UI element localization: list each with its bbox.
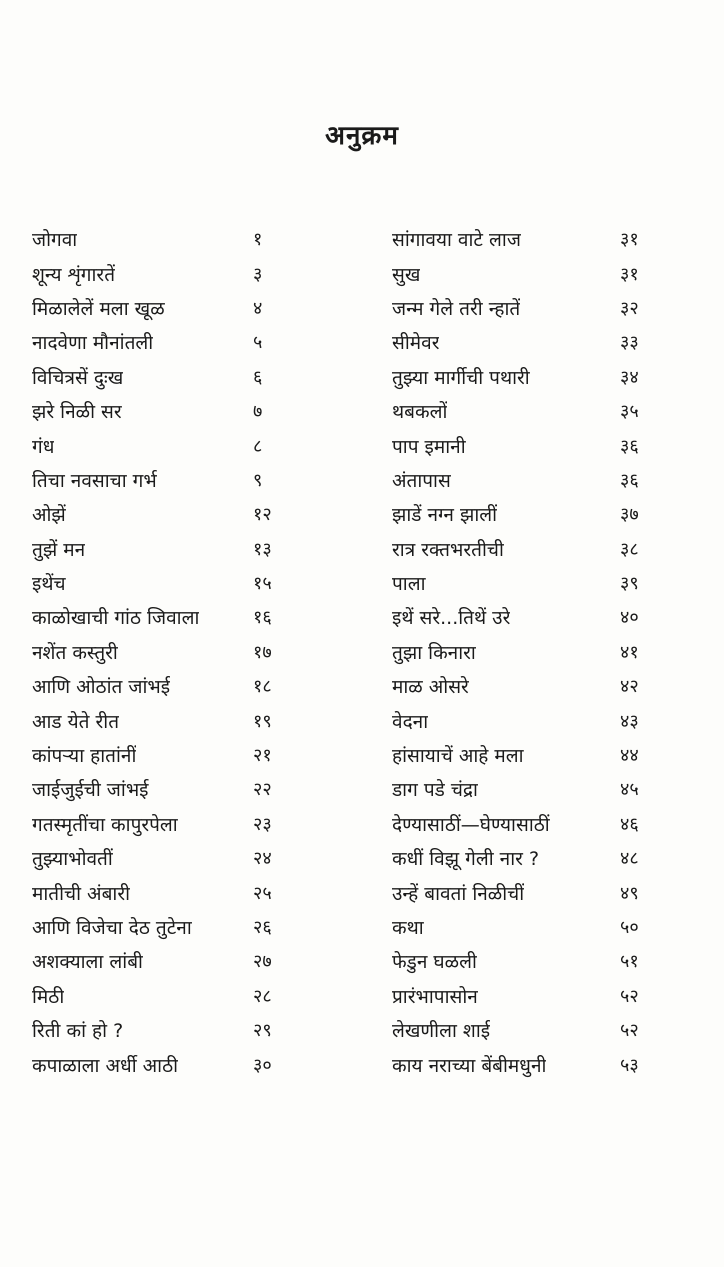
toc-entry xyxy=(392,979,654,1013)
toc-entry-page: ५० xyxy=(620,917,639,938)
toc-entry-title: आणि ओठांत जांभई xyxy=(32,676,171,699)
toc-entry-title: पाप इमानी xyxy=(392,435,466,458)
toc-entry-page: ४३ xyxy=(620,710,639,732)
toc-entry-title: गंध xyxy=(32,435,55,458)
toc-entry-page: २७ xyxy=(253,951,272,973)
toc-entry-page: ४६ xyxy=(620,813,639,835)
toc-entry-page: १ xyxy=(253,229,263,251)
toc-entry xyxy=(392,256,654,290)
toc-entry-title: अशक्याला लांबी xyxy=(32,951,143,974)
toc-entry-page: ८ xyxy=(253,435,263,457)
toc-entry-page: ४९ xyxy=(620,882,639,904)
toc-entry-title: तुझ्या मार्गीची पथारी xyxy=(392,366,530,389)
toc-entry-page: ४८ xyxy=(620,848,639,870)
toc-entry xyxy=(392,875,654,909)
toc-entry-page: ३० xyxy=(253,1054,272,1076)
toc-entry xyxy=(32,325,287,359)
toc-entry-title: जन्म गेले तरी न्हातें xyxy=(392,297,521,320)
toc-entry-title: माळ ओसरे xyxy=(392,676,469,699)
toc-entry-page: ५२ xyxy=(620,985,639,1007)
toc-entry xyxy=(392,910,654,944)
toc-entry xyxy=(32,635,287,669)
toc-entry-page: ३१ xyxy=(620,263,639,285)
toc-entry-page: ३ xyxy=(253,263,263,285)
toc-entry-page: ३९ xyxy=(620,573,639,595)
toc-entry-page: १६ xyxy=(253,607,272,629)
toc-entry-page: ३८ xyxy=(620,538,639,560)
toc-entry-page: ४१ xyxy=(620,641,639,663)
toc-entry xyxy=(32,532,287,566)
toc-entry xyxy=(32,600,287,634)
toc-entry-page: १७ xyxy=(253,641,272,663)
toc-entry xyxy=(32,566,287,600)
toc-entry-page: ९ xyxy=(253,469,263,491)
toc-entry xyxy=(392,497,654,531)
toc-column-left xyxy=(32,222,287,1082)
toc-entry-page: ४२ xyxy=(620,676,639,698)
toc-entry xyxy=(32,428,287,462)
toc-entry-title: मिळालेलें मला खूळ xyxy=(32,297,165,320)
toc-entry-title: मिठी xyxy=(32,985,65,1008)
toc-entry xyxy=(392,222,654,256)
toc-entry-page: ५१ xyxy=(620,951,639,973)
toc-entry xyxy=(392,291,654,325)
toc-entry-title: आणि विजेचा देठ तुटेना xyxy=(32,917,192,939)
toc-entry-page: ४० xyxy=(620,607,639,629)
toc-entry xyxy=(392,428,654,462)
toc-entry-title: आड येते रीत xyxy=(32,710,120,733)
toc-entry xyxy=(32,807,287,841)
toc-entry-title: सुख xyxy=(392,263,421,286)
toc-entry xyxy=(392,669,654,703)
toc-entry-title: इथें सरे...तिथें उरे xyxy=(392,607,511,630)
toc-entry-page: ४ xyxy=(253,297,263,319)
toc-entry xyxy=(32,291,287,325)
toc-entry-page: ५२ xyxy=(620,1020,639,1042)
toc-entry-page: १८ xyxy=(253,676,272,698)
toc-entry xyxy=(32,463,287,497)
toc-entry-title: तुझें मन xyxy=(32,538,86,561)
toc-entry-page: ६ xyxy=(253,366,263,388)
toc-entry-page: २५ xyxy=(253,882,272,904)
toc-entry xyxy=(32,256,287,290)
toc-entry xyxy=(392,703,654,737)
toc-entry-title: वेदना xyxy=(392,710,429,733)
toc-entry xyxy=(32,979,287,1013)
toc-entry-page: २६ xyxy=(253,917,272,938)
toc-entry-title: झरे निळी सर xyxy=(32,401,122,424)
toc-entry-title: लेखणीला शाई xyxy=(392,1020,491,1043)
toc-entry xyxy=(32,738,287,772)
toc-entry-page: ३५ xyxy=(620,401,639,423)
toc-entry-page: ३३ xyxy=(620,332,639,354)
toc-entry-page: ३४ xyxy=(620,366,639,388)
toc-entry-title: कथा xyxy=(392,917,424,939)
toc-entry-page: ४५ xyxy=(620,779,639,801)
toc-entry xyxy=(392,635,654,669)
toc-entry-title: ओझें xyxy=(32,504,66,527)
toc-entry xyxy=(32,360,287,394)
toc-entry xyxy=(392,772,654,806)
toc-entry-page: २१ xyxy=(253,745,272,767)
toc-entry xyxy=(392,325,654,359)
toc-entry-title: कांपऱ्या हातांनीं xyxy=(32,745,137,768)
toc-entry xyxy=(392,566,654,600)
toc-entry-title: रात्र रक्तभरतीची xyxy=(392,538,504,561)
toc-entry-title: नशेंत कस्तुरी xyxy=(32,641,118,664)
toc-column-right xyxy=(392,222,654,1082)
toc-entry xyxy=(392,1047,654,1081)
toc-entry-title: जोगवा xyxy=(32,229,78,252)
toc-entry-title: जाईजुईची जांभई xyxy=(32,779,149,802)
toc-entry-page: ५३ xyxy=(620,1054,639,1076)
toc-entry-page: ३६ xyxy=(620,435,639,457)
toc-entry-title: सांगावया वाटे लाज xyxy=(392,229,521,252)
toc-entry-title: काळोखाची गांठ जिवाला xyxy=(32,607,200,630)
toc-entry-title: तुझ्याभोवतीं xyxy=(32,848,113,871)
toc-entry-title: कपाळाला अर्धी आठी xyxy=(32,1054,179,1077)
toc-entry-title: गतस्मृतींचा कापुरपेला xyxy=(32,813,178,836)
toc-entry-page: ३७ xyxy=(620,504,639,526)
toc-entry-title: डाग पडे चंद्रा xyxy=(392,779,478,802)
toc-entry-page: २३ xyxy=(253,813,272,835)
toc-entry-page: ४४ xyxy=(620,745,639,767)
toc-entry-title: थबकलों xyxy=(392,401,448,424)
toc-entry-page: ३२ xyxy=(620,297,639,319)
toc-entry-title: इथेंच xyxy=(32,573,66,596)
toc-entry xyxy=(32,1013,287,1047)
toc-entry xyxy=(32,841,287,875)
toc-entry-title: रिती कां हो ? xyxy=(32,1020,124,1043)
toc-entry xyxy=(392,944,654,978)
toc-entry-page: २८ xyxy=(253,985,272,1007)
toc-entry-title: देण्यासाठीं—घेण्यासाठीं xyxy=(392,813,550,836)
toc-entry-title: प्रारंभापासोन xyxy=(392,985,478,1008)
toc-entry xyxy=(392,807,654,841)
toc-entry-page: २९ xyxy=(253,1020,272,1042)
toc-entry-title: मातीची अंबारी xyxy=(32,882,131,905)
toc-entry xyxy=(392,463,654,497)
toc-entry-page: १३ xyxy=(253,538,272,560)
toc-entry xyxy=(32,497,287,531)
page-title: अनुक्रम xyxy=(325,121,399,151)
toc-entry xyxy=(32,772,287,806)
toc-entry-page: ५ xyxy=(253,332,263,354)
toc-entry-page: ३६ xyxy=(620,469,639,491)
toc-entry-title: पाला xyxy=(392,573,426,596)
toc-entry xyxy=(32,1047,287,1081)
toc-entry-page: ७ xyxy=(253,401,263,423)
toc-entry xyxy=(392,394,654,428)
toc-entry-page: १२ xyxy=(253,504,272,526)
toc-entry-title: सीमेवर xyxy=(392,332,440,355)
toc-entry-title: शून्य शृंगारतें xyxy=(32,263,116,286)
toc-entry xyxy=(32,910,287,944)
toc-entry-page: ३१ xyxy=(620,229,639,251)
toc-entry-title: अंतापास xyxy=(392,469,451,492)
toc-entry-title: विचित्रसें दुःख xyxy=(32,366,124,389)
toc-entry xyxy=(32,669,287,703)
toc-entry-title: उन्हें बावतां निळीचीं xyxy=(392,882,525,905)
toc-entry xyxy=(32,394,287,428)
toc-entry xyxy=(392,532,654,566)
toc-entry-page: २२ xyxy=(253,779,272,801)
toc-entry-page: १५ xyxy=(253,573,272,595)
toc-entry-title: काय नराच्या बेंबीमधुनी xyxy=(392,1054,547,1077)
toc-entry-title: फेडुन घळली xyxy=(392,951,477,974)
toc-entry xyxy=(392,841,654,875)
toc-entry-title: तिचा नवसाचा गर्भ xyxy=(32,469,157,492)
toc-entry-title: हांसायाचें आहे मला xyxy=(392,745,524,768)
toc-entry xyxy=(392,600,654,634)
toc-entry xyxy=(32,875,287,909)
toc-entry xyxy=(32,703,287,737)
toc-entry xyxy=(392,1013,654,1047)
toc-entry-title: झाडें नग्न झालीं xyxy=(392,504,498,527)
toc-entry xyxy=(392,738,654,772)
toc-entry xyxy=(392,360,654,394)
toc-entry xyxy=(32,222,287,256)
toc-entry-page: २४ xyxy=(253,848,272,870)
toc-entry-title: तुझा किनारा xyxy=(392,641,476,664)
toc-entry xyxy=(32,944,287,978)
toc-entry-title: नादवेणा मौनांतली xyxy=(32,332,154,355)
toc-entry-title: कधीं विझू गेली नार ? xyxy=(392,848,540,871)
toc-entry-page: १९ xyxy=(253,710,272,732)
